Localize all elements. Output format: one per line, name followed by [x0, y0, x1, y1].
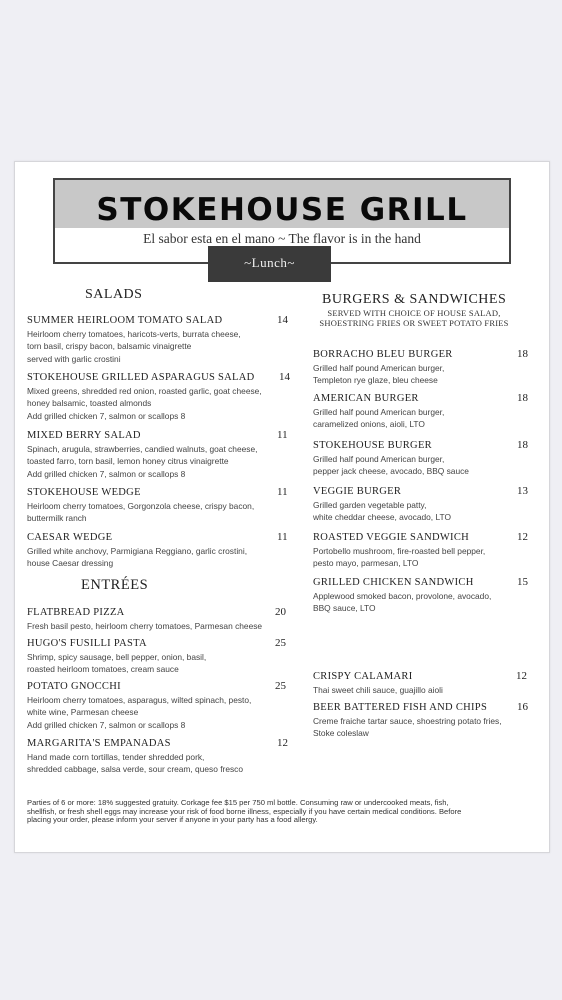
- salads-heading: SALADS: [85, 287, 143, 302]
- item-price: 20: [275, 606, 286, 618]
- item-price: 15: [517, 576, 528, 588]
- restaurant-name: STOKEHOUSE GRILL: [96, 192, 468, 228]
- item-price: 13: [517, 485, 528, 497]
- meal-badge: ~Lunch~: [208, 246, 331, 282]
- menu-item: [313, 348, 533, 387]
- item-name: AMERICAN BURGER: [313, 393, 419, 404]
- tagline: El sabor esta en el mano ~ The flavor is in the hand: [143, 231, 421, 246]
- burgers-heading: BURGERS & SANDWICHES: [322, 292, 507, 307]
- menu-item: [313, 392, 533, 431]
- item-description: Fresh basil pesto, heirloom cherry tomatoes, Parmesan cheese: [27, 621, 263, 631]
- menu-item: [313, 531, 533, 570]
- item-name: HUGO'S FUSILLI PASTA: [27, 638, 147, 649]
- item-price: 12: [516, 670, 527, 682]
- item-price: 25: [275, 637, 286, 649]
- menu-item: [313, 485, 533, 524]
- item-description: Spinach, arugula, strawberries, candied walnuts, goat cheese, toasted farro, torn basil, lemon honey citrus vinaigrette Add grilled chicken 7, salmon or scallops 8: [27, 444, 258, 479]
- menu-item: [313, 576, 533, 615]
- item-name: SUMMER HEIRLOOM TOMATO SALAD: [27, 315, 223, 326]
- item-price: 16: [517, 701, 528, 713]
- item-name: GRILLED CHICKEN SANDWICH: [313, 577, 474, 588]
- menu-item: [313, 701, 533, 740]
- item-name: CAESAR WEDGE: [27, 532, 113, 543]
- item-name: POTATO GNOCCHI: [27, 681, 121, 692]
- item-name: MIXED BERRY SALAD: [27, 430, 141, 441]
- item-description: Thai sweet chili sauce, guajillo aioli: [313, 685, 443, 695]
- menu-item: [27, 637, 289, 676]
- item-name: BORRACHO BLEU BURGER: [313, 349, 453, 360]
- item-description: Creme fraiche tartar sauce, shoestring potato fries, Stoke coleslaw: [313, 716, 502, 739]
- item-description: Heirloom cherry tomatoes, asparagus, wilted spinach, pesto, white wine, Parmesan cheese Add grilled chicken 7, salmon or scallops 8: [27, 695, 252, 730]
- menu-item: [313, 439, 533, 478]
- item-price: 12: [517, 531, 528, 543]
- item-description: Shrimp, spicy sausage, bell pepper, onion, basil, roasted heirloom tomatoes, cream sauce: [27, 652, 207, 675]
- menu-item: [313, 670, 533, 696]
- item-name: FLATBREAD PIZZA: [27, 607, 125, 618]
- item-price: 11: [277, 531, 288, 543]
- item-price: 11: [277, 429, 288, 441]
- item-name: STOKEHOUSE BURGER: [313, 440, 432, 451]
- item-price: 14: [277, 314, 288, 326]
- item-description: Grilled half pound American burger, caramelized onions, aioli, LTO: [313, 407, 445, 430]
- menu-item: [27, 680, 289, 731]
- item-price: 18: [517, 348, 528, 360]
- item-price: 18: [517, 392, 528, 404]
- item-description: Heirloom cherry tomatoes, Gorgonzola cheese, crispy bacon, buttermilk ranch: [27, 501, 255, 524]
- item-price: 12: [277, 737, 288, 749]
- item-name: STOKEHOUSE WEDGE: [27, 487, 141, 498]
- entrees-heading: ENTRÉES: [81, 577, 149, 593]
- menu-item: [27, 429, 289, 480]
- item-name: ROASTED VEGGIE SANDWICH: [313, 532, 470, 543]
- item-price: 18: [517, 439, 528, 451]
- item-name: STOKEHOUSE GRILLED ASPARAGUS SALAD: [27, 372, 255, 383]
- menu-item: [27, 531, 289, 570]
- menu-footer-notice: Parties of 6 or more: 18% suggested gratuity. Corkage fee $15 per 750 ml bottle. Consuming raw or undercooked meats, fish, shellfish, or fresh shell eggs may increase your risk of food borne illness, especially if you have certain medical conditions. Before placing your order, please inform your server if anyone in your party has a food allergy.: [27, 798, 462, 825]
- item-description: Hand made corn tortillas, tender shredded pork, shredded cabbage, salsa verde, sour cream, queso fresco: [27, 752, 244, 775]
- item-name: MARGARITA'S EMPANADAS: [27, 738, 171, 749]
- item-name: BEER BATTERED FISH AND CHIPS: [313, 702, 488, 713]
- item-description: Applewood smoked bacon, provolone, avocado, BBQ sauce, LTO: [313, 591, 492, 614]
- menu-item: [27, 606, 289, 632]
- item-description: Portobello mushroom, fire-roasted bell pepper, pesto mayo, parmesan, LTO: [313, 546, 486, 569]
- item-price: 25: [275, 680, 286, 692]
- menu-item: [27, 737, 289, 776]
- item-price: 14: [279, 371, 290, 383]
- item-description: Grilled white anchovy, Parmigiana Reggiano, garlic crostini, house Caesar dressing: [27, 546, 248, 569]
- menu-item: [27, 486, 289, 525]
- item-description: Grilled half pound American burger, pepper jack cheese, avocado, BBQ sauce: [313, 454, 469, 477]
- item-description: Mixed greens, shredded red onion, roasted garlic, goat cheese, honey balsamic, toasted almonds Add grilled chicken 7, salmon or scallops 8: [27, 386, 262, 421]
- item-price: 11: [277, 486, 288, 498]
- item-name: CRISPY CALAMARI: [313, 671, 413, 682]
- item-description: Heirloom cherry tomatoes, haricots-verts, burrata cheese, torn basil, crispy bacon, balsamic vinaigrette served with garlic crostini: [27, 329, 241, 364]
- burgers-note: SERVED WITH CHOICE OF HOUSE SALAD, SHOESTRING FRIES OR SWEET POTATO FRIES: [319, 308, 509, 328]
- item-description: Grilled half pound American burger, Templeton rye glaze, bleu cheese: [313, 363, 445, 386]
- menu-sheet: [14, 161, 550, 853]
- item-name: VEGGIE BURGER: [313, 486, 402, 497]
- menu-item: [27, 314, 289, 365]
- item-description: Grilled garden vegetable patty, white cheddar cheese, avocado, LTO: [313, 500, 451, 523]
- menu-item: [27, 371, 289, 422]
